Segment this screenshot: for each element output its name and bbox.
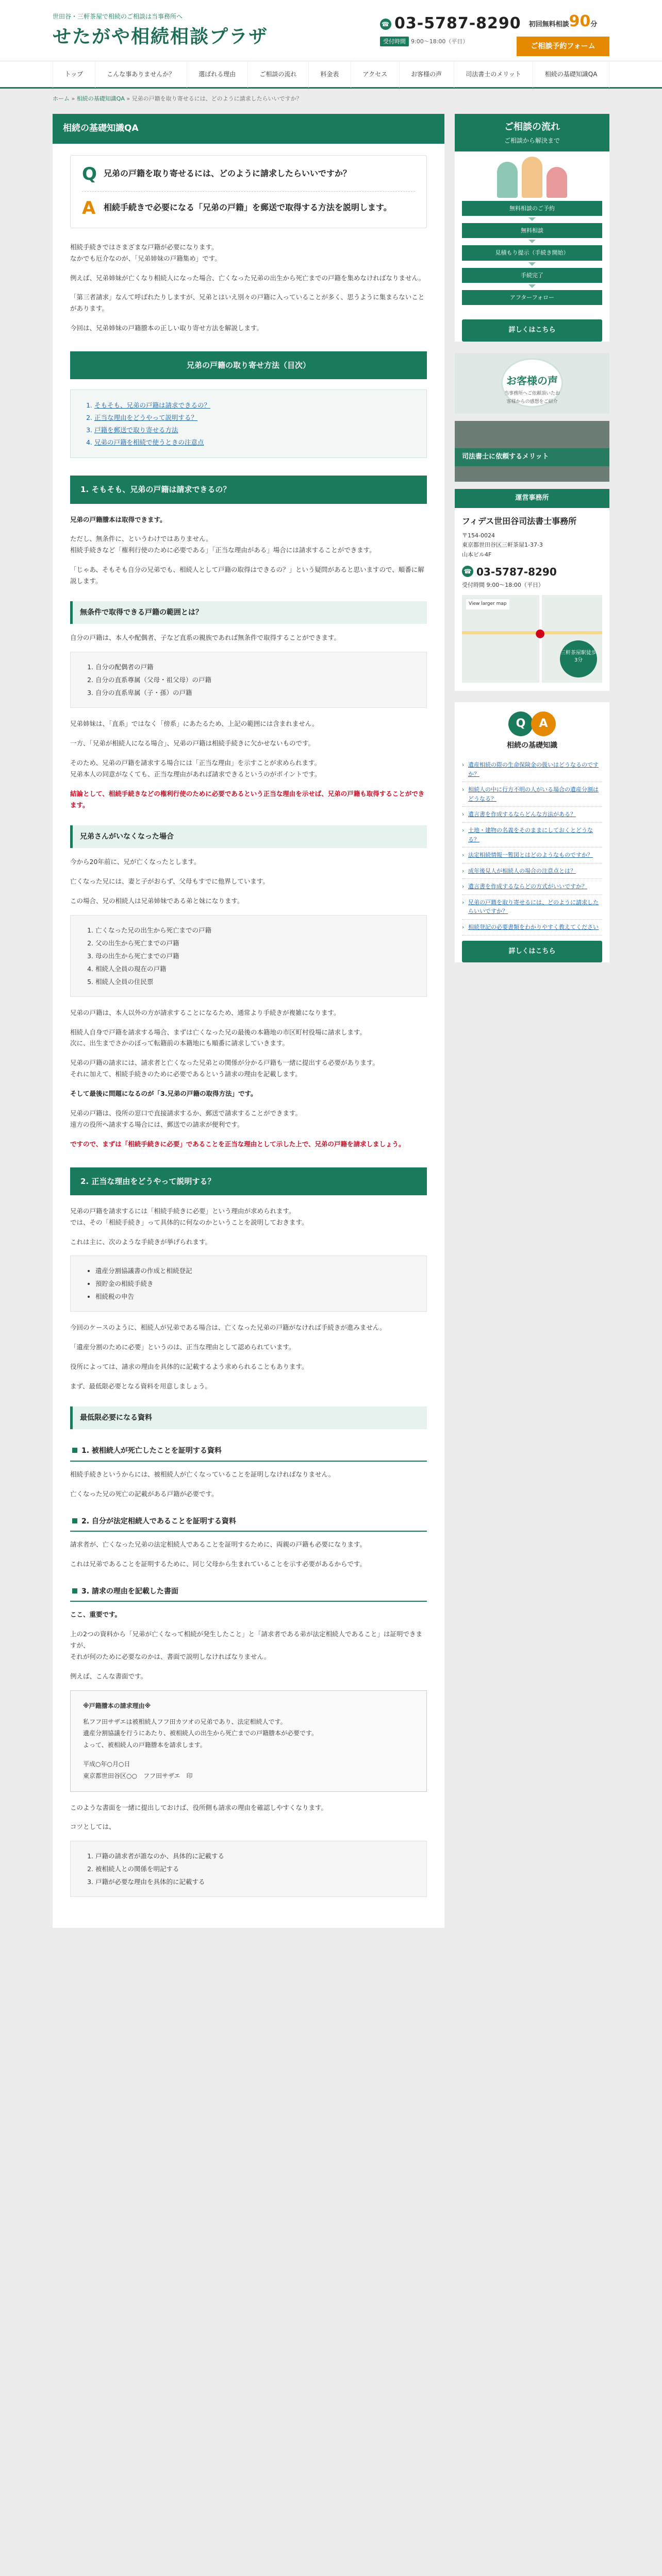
nav-item-top[interactable]: トップ bbox=[53, 61, 95, 88]
list-item: 1. 亡くなった兄の出生から死亡までの戸籍 bbox=[95, 924, 413, 937]
list-item: 1. 自分の配偶者の戸籍 bbox=[95, 660, 413, 673]
body-paragraph: コツとしては、 bbox=[70, 1823, 115, 1831]
qa-link[interactable]: › 相続登記の必要書類をわかりやすく教えてください bbox=[462, 920, 602, 936]
nav-item-cases[interactable]: こんな事ありませんか？ bbox=[95, 61, 187, 88]
sample-document-title: ※戸籍謄本の請求理由※ bbox=[83, 1702, 151, 1709]
phone-icon: ☎ bbox=[380, 19, 391, 30]
site-logo[interactable]: せたがや相続相談プラザ bbox=[53, 26, 269, 47]
toc-heading: 兄弟の戸籍の取り寄せ方法（目次） bbox=[70, 351, 427, 379]
square-bullet-icon bbox=[72, 1518, 77, 1523]
body-paragraph: これは主に、次のような手続きが挙げられます。 bbox=[70, 1238, 212, 1246]
flow-widget bbox=[455, 114, 609, 342]
phone-block bbox=[380, 10, 521, 46]
list-item: 3. 戸籍が必要な理由を具体的に記載する bbox=[95, 1875, 413, 1888]
brand-subtitle: 世田谷・三軒茶屋で相続のご相談は当事務所へ bbox=[53, 13, 183, 20]
body-paragraph: 亡くなった兄の死亡の記載がある戸籍が必要です。 bbox=[70, 1489, 218, 1498]
qa-link[interactable]: › 兄弟の戸籍を取り寄せるには、どのように請求したらいいですか？ bbox=[462, 895, 602, 920]
list-item: 3. 母の出生から死亡までの戸籍 bbox=[95, 950, 413, 962]
question-mark-icon: Q bbox=[508, 711, 533, 736]
qa-details-button[interactable]: 詳しくはこちら bbox=[462, 941, 602, 963]
highlight-paragraph: 結論として、相続手続きなどの権利行使のために必要であるという正当な理由を示せば、兄弟の戸籍も取得することができます。 bbox=[70, 789, 425, 809]
bold-paragraph: そして最後に問題になるのが「3.兄弟の戸籍の取得方法」です。 bbox=[70, 1090, 257, 1098]
body-paragraph: 今回のケースのように、相続人が兄弟である場合は、亡くなった兄弟の戸籍がなければ手続きが進みません。 bbox=[70, 1324, 386, 1332]
square-bullet-icon bbox=[72, 1448, 77, 1453]
question-text: 兄弟の戸籍を取り寄せるには、どのように請求したらいいですか？ bbox=[104, 168, 352, 178]
flow-step: アフターフォロー bbox=[462, 290, 602, 305]
question-mark-icon: Q bbox=[82, 164, 97, 184]
info-list bbox=[70, 1841, 427, 1897]
nav-item-qa[interactable]: 相続の基礎知識QA bbox=[533, 61, 609, 88]
breadcrumb: ホーム » 相続の基礎知識QA » 兄弟の戸籍を取り寄せるには、どのように請求したらいいですか？ bbox=[53, 95, 302, 102]
highlight-paragraph: ですので、まずは「相続手続きに必要」であることを正当な理由として示した上で、兄弟の戸籍を請求しましょう。 bbox=[70, 1140, 405, 1148]
nav-item-voice[interactable]: お客様の声 bbox=[400, 61, 454, 88]
body-paragraph: 今から20年前に、兄が亡くなったとします。 bbox=[70, 858, 201, 866]
body-paragraph: そのため、兄弟の戸籍を請求する場合には「正当な理由」を示すことが求められます。 兄弟本人の同意がなくても、正当な理由があれば請求できるというのがポイントです。 bbox=[70, 759, 321, 778]
minor-heading: 2. 自分が法定相続人であることを証明する資料 bbox=[70, 1512, 427, 1532]
sample-document-signature: 東京都世田谷区○○ フフ田サザエ 印 bbox=[83, 1772, 193, 1780]
subsection-heading: 無条件で取得できる戸籍の範囲とは？ bbox=[70, 601, 427, 624]
body-paragraph: 自分の戸籍は、本人や配偶者、子など直系の親族であれば無条件で取得することができます。 bbox=[70, 634, 341, 642]
table-of-contents bbox=[70, 389, 427, 458]
qa-link[interactable]: › 土地・建物の名義をそのままにしておくとどうなる？ bbox=[462, 823, 602, 848]
body-paragraph: 相続手続きというからには、被相続人が亡くなっていることを証明しなければなりません。 bbox=[70, 1470, 335, 1478]
sample-document-date: 平成○年○月○日 bbox=[83, 1760, 130, 1768]
section-heading: 1. そもそも、兄弟の戸籍は請求できるの？ bbox=[70, 476, 427, 503]
qa-widget bbox=[455, 702, 609, 962]
flow-step: 手続完了 bbox=[462, 268, 602, 283]
body-paragraph: まず、最低限必要となる資料を用意しましょう。 bbox=[70, 1382, 212, 1391]
body-paragraph: 「じゃあ、そもそも自分の兄弟でも、相続人として戸籍の取得はできるの？」という疑問があると思いますので、順番に解説します。 bbox=[70, 566, 424, 585]
qa-link[interactable]: › 遺言書を作成するならどんな方法がある？ bbox=[462, 807, 602, 823]
toc-link[interactable]: 1. そもそも、兄弟の戸籍は請求できるの？ bbox=[94, 399, 413, 412]
office-map[interactable] bbox=[462, 595, 602, 683]
free-consult-block bbox=[517, 8, 609, 56]
answer-mark-icon: A bbox=[82, 198, 96, 219]
nav-item-merit[interactable]: 司法書士のメリット bbox=[454, 61, 534, 88]
list-item: 3. 自分の直系卑属（子・孫）の戸籍 bbox=[95, 686, 413, 699]
body-paragraph: 亡くなった兄には、妻と子がおらず、父母もすでに他界しています。 bbox=[70, 877, 269, 885]
body-paragraph: ただし、無条件に、というわけではありません。 相続手続きなど「権利行使のために必要である」「正当な理由がある」場合には請求することができます。 bbox=[70, 535, 376, 554]
nav-item-access[interactable]: アクセス bbox=[351, 61, 400, 88]
subsection-heading: 兄弟さんがいなくなった場合 bbox=[70, 825, 427, 849]
list-item: 5. 相続人全員の住民票 bbox=[95, 975, 413, 988]
main-content bbox=[53, 114, 444, 1928]
customer-voice-banner[interactable] bbox=[455, 353, 609, 414]
office-name: フィデス世田谷司法書士事務所 bbox=[462, 516, 577, 526]
list-item: 2. 父の出生から死亡までの戸籍 bbox=[95, 937, 413, 950]
toc-link[interactable]: 4. 兄弟の戸籍を相続で使うときの注意点 bbox=[94, 436, 413, 449]
sample-document-line: 遺産分割協議を行うにあたり、被相続人の出生から死亡までの戸籍謄本が必要です。 bbox=[83, 1730, 318, 1737]
toc-link[interactable]: 2. 正当な理由をどうやって説明する？ bbox=[94, 412, 413, 424]
merit-banner-label: 司法書士に依頼するメリット bbox=[455, 448, 609, 466]
office-zip: 〒154-0024 bbox=[462, 532, 495, 539]
qa-link[interactable]: › 成年後見人が相続人の場合の注意点とは？ bbox=[462, 863, 602, 879]
phone-number[interactable]: ☎ 03-5787-8290 bbox=[380, 10, 521, 38]
section-heading: 2. 正当な理由をどうやって説明する？ bbox=[70, 1167, 427, 1195]
toc-link[interactable]: 3. 戸籍を郵送で取り寄せる方法 bbox=[94, 424, 413, 436]
phone-icon: ☎ bbox=[462, 566, 473, 577]
list-item: • 遺産分割協議書の作成と相続登記 bbox=[95, 1264, 413, 1277]
sample-document-line: よって、被相続人の戸籍謄本を請求します。 bbox=[83, 1741, 206, 1749]
merit-banner[interactable] bbox=[455, 421, 609, 482]
body-paragraph: 請求者が、亡くなった兄弟の法定相続人であることを証明するために、両親の戸籍も必要になります。 bbox=[70, 1540, 367, 1549]
breadcrumb-parent[interactable]: 相続の基礎知識QA bbox=[76, 95, 125, 102]
qa-link[interactable]: › 相続人の中に行方不明の人がいる場合の遺産分割はどうなる？ bbox=[462, 782, 602, 807]
qa-link[interactable]: › 遺言書を作成するならどの方式がいいですか？ bbox=[462, 879, 602, 895]
free-consult-label: 初回無料相談90分 bbox=[528, 12, 598, 30]
sample-document-line: 私フフ田サザエは被相続人フフ田カツオの兄弟であり、法定相続人です。 bbox=[83, 1718, 287, 1725]
body-paragraph: 相続人自身で戸籍を請求する場合、まずは亡くなった兄の最後の本籍地の市区町村役場に請求します。 次に、出生までさかのぼって転籍前の本籍地にも順番に請求していきます。 bbox=[70, 1028, 367, 1047]
flow-step: 無料相談のご予約 bbox=[462, 201, 602, 216]
customer-voice-title: お客様の声 bbox=[506, 374, 558, 387]
list-item: 2. 被相続人との関係を明記する bbox=[95, 1862, 413, 1875]
body-paragraph: 兄弟の戸籍を請求するには「相続手続きに必要」という理由が求められます。 では、その「相続手続き」って具体的に何なのかということを説明しておきます。 bbox=[70, 1207, 308, 1226]
list-item: 4. 相続人全員の現在の戸籍 bbox=[95, 962, 413, 975]
office-phone[interactable]: ☎ 03-5787-8290 bbox=[462, 563, 602, 581]
body-paragraph: これは兄弟であることを証明するために、同じ父母から生まれていることを示す必要があるからです。 bbox=[70, 1560, 366, 1568]
consult-form-button[interactable]: ご相談予約フォーム bbox=[517, 37, 609, 57]
sidebar bbox=[455, 114, 609, 974]
global-nav bbox=[0, 61, 662, 89]
breadcrumb-home[interactable]: ホーム bbox=[53, 95, 70, 102]
list-item: 2. 自分の直系尊属（父母・祖父母）の戸籍 bbox=[95, 673, 413, 686]
person-icon bbox=[497, 162, 518, 198]
answer-text: 相続手続きで必要になる「兄弟の戸籍」を郵送で取得する方法を説明します。 bbox=[104, 202, 392, 213]
nav-item-flow[interactable]: ご相談の流れ bbox=[248, 61, 309, 88]
site-header bbox=[0, 0, 662, 61]
minor-heading: 3. 請求の理由を記載した書面 bbox=[70, 1582, 427, 1602]
customer-voice-caption: 当事務所へご依頼頂いたお客様からの感想をご紹介 bbox=[504, 391, 560, 404]
qa-summary bbox=[70, 155, 427, 228]
list-item: 1. 戸籍の請求者が誰なのか、具体的に記載する bbox=[95, 1850, 413, 1862]
info-list bbox=[70, 652, 427, 708]
body-paragraph: 兄弟姉妹は、「直系」ではなく「傍系」にあたるため、上記の範囲には含まれません。 bbox=[70, 720, 319, 728]
body-paragraph: 兄弟の戸籍は、本人以外の方が請求することになるため、通常より手続きが複雑になります。 bbox=[70, 1008, 340, 1016]
nav-item-fees[interactable]: 料金表 bbox=[309, 61, 351, 88]
body-paragraph: 兄弟の戸籍は、役所の窓口で直接請求するか、郵送で請求することができます。 遠方の役所へ請求する場合には、郵送での請求が便利です。 bbox=[70, 1109, 302, 1128]
phone-hours: 受付時間 9:00〜18:00（平日） bbox=[380, 37, 521, 46]
body-paragraph: 上の2つの資料から「兄弟が亡くなって相続が発生したこと」と「請求者である弟が法定相続人であること」は証明できますが、 それが何のために必要なのかは、書面で説明しなければなりません。 bbox=[70, 1630, 422, 1661]
qa-widget-title: 相続の基礎知識 bbox=[507, 741, 557, 750]
info-list bbox=[70, 915, 427, 997]
info-list bbox=[70, 1256, 427, 1312]
minor-heading: 1. 被相続人が死亡したことを証明する資料 bbox=[70, 1442, 427, 1462]
office-widget-title: 運営事務所 bbox=[455, 489, 609, 508]
office-building: 山本ビル4F bbox=[462, 551, 492, 558]
office-widget bbox=[455, 489, 609, 691]
square-bullet-icon bbox=[72, 1588, 77, 1594]
intro-paragraph: 今回は、兄弟姉妹の戸籍謄本の正しい取り寄せ方法を解説します。 bbox=[70, 324, 263, 332]
sample-document bbox=[70, 1690, 427, 1792]
body-paragraph: このような書面を一緒に提出しておけば、役所側も請求の理由を確認しやすくなります。 bbox=[70, 1803, 328, 1811]
list-item: • 相続税の申告 bbox=[95, 1290, 413, 1303]
intro-paragraph: 例えば、兄弟姉妹が亡くなり相続人になった場合、亡くなった兄弟の出生から死亡までの戸籍を集めなければなりません。 bbox=[70, 274, 425, 282]
flow-widget-title: ご相談の流れ bbox=[504, 122, 560, 133]
office-address: 東京都世田谷区三軒茶屋1-37-3 bbox=[462, 541, 543, 549]
subsection-heading: 最低限必要になる資料 bbox=[70, 1406, 427, 1430]
station-badge: 三軒茶屋駅徒歩3分 bbox=[560, 640, 597, 677]
body-paragraph: 「遺産分割のために必要」というのは、正当な理由として認められています。 bbox=[70, 1343, 295, 1351]
body-paragraph: 役所によっては、請求の理由を具体的に記載するよう求められることもあります。 bbox=[70, 1363, 308, 1371]
body-paragraph: 兄弟の戸籍の請求には、請求者と亡くなった兄弟との関係が分かる戸籍も一緒に提出する必要があります。 それに加えて、相続手続きのために必要であるという請求の理由を記載します。 bbox=[70, 1059, 379, 1078]
section-lead: 兄弟の戸籍謄本は取得できます。 bbox=[70, 515, 167, 523]
flow-details-button[interactable]: 詳しくはこちら bbox=[462, 319, 602, 342]
list-item: • 預貯金の相続手続き bbox=[95, 1277, 413, 1290]
bold-paragraph: ここ、重要です。 bbox=[70, 1611, 122, 1619]
page-title: 相続の基礎知識QA bbox=[53, 114, 444, 144]
intro-paragraph: 相続手続きではさまざまな戸籍が必要になります。 なかでも厄介なのが、「兄弟姉妹の戸籍集め」です。 bbox=[70, 243, 221, 262]
qa-link[interactable]: › 遺産相続の際の生命保険金の扱いはどうなるのですか？ bbox=[462, 757, 602, 782]
breadcrumb-current: 兄弟の戸籍を取り寄せるには、どのように請求したらいいですか？ bbox=[131, 95, 302, 102]
map-larger-link[interactable]: View larger map bbox=[466, 599, 509, 609]
family-illustration bbox=[455, 151, 609, 201]
flow-step: 見積もり提示（手続き開始） bbox=[462, 245, 602, 260]
nav-item-reasons[interactable]: 選ばれる理由 bbox=[187, 61, 248, 88]
body-paragraph: 一方、「兄弟が相続人になる場合」、兄弟の戸籍は相続手続きに欠かせないものです。 bbox=[70, 739, 315, 748]
flow-widget-subtitle: ご相談から解決まで bbox=[504, 137, 560, 144]
intro-paragraph: 「第三者請求」なんて呼ばれたりしますが、兄弟とはいえ別々の戸籍に入っていることが多く、思うように集まらないことがあります。 bbox=[70, 293, 425, 313]
flow-step: 無料相談 bbox=[462, 223, 602, 238]
body-paragraph: この場合、兄の相続人は兄弟姉妹である弟と妹になります。 bbox=[70, 896, 244, 905]
answer-mark-icon: A bbox=[531, 711, 556, 736]
body-paragraph: 例えば、こんな書面です。 bbox=[70, 1672, 147, 1680]
person-icon bbox=[547, 167, 567, 198]
person-icon bbox=[522, 157, 542, 198]
map-pin-icon: ● bbox=[535, 627, 545, 640]
office-hours: 受付時間 9:00〜18:00（平日） bbox=[462, 581, 544, 588]
qa-link[interactable]: › 法定相続情報一覧図とはどのようなものですか？ bbox=[462, 848, 602, 863]
